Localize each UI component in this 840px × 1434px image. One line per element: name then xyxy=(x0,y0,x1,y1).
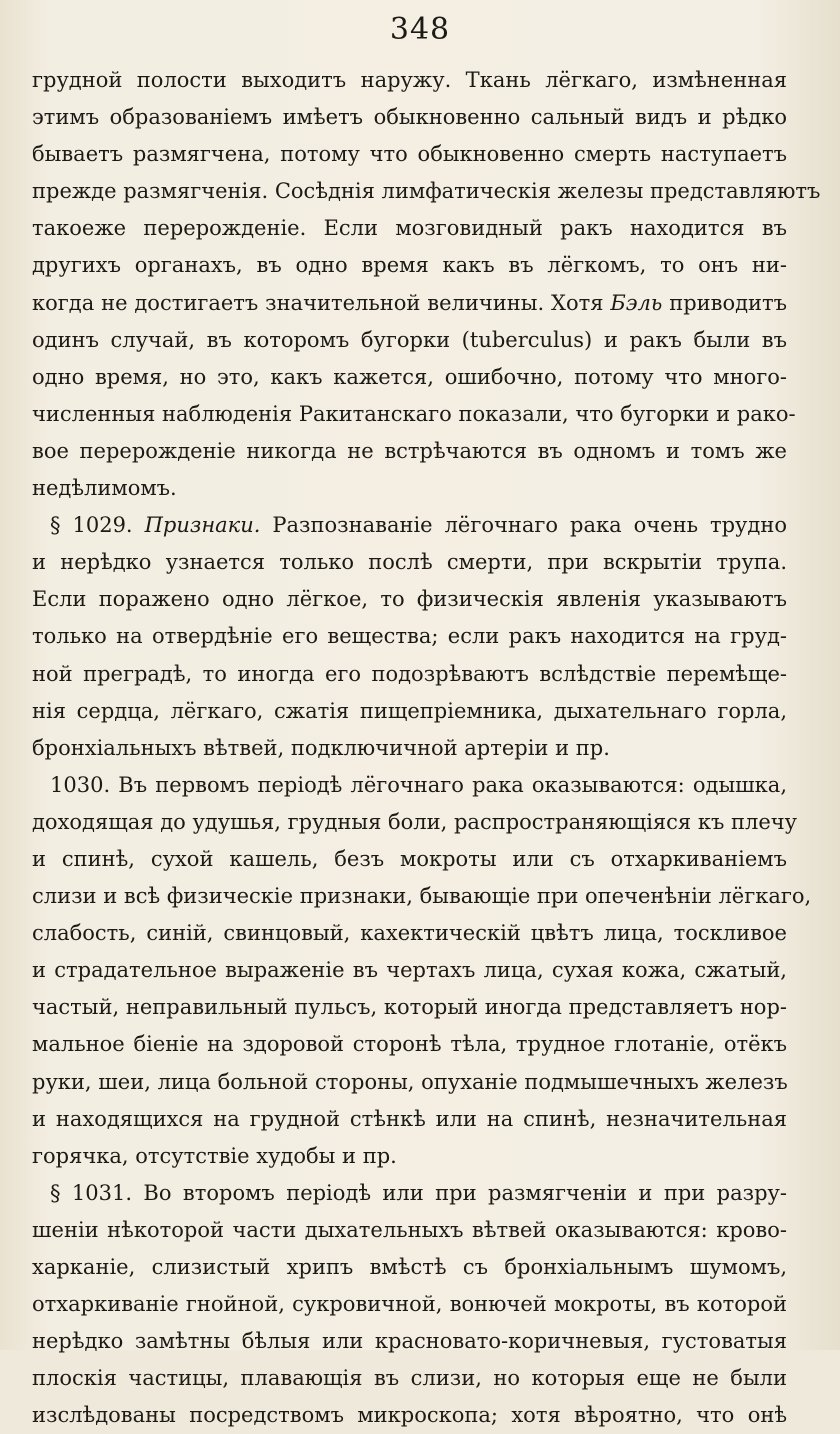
text-line: мальное бiенiе на здоровой сторонѣ тѣла, трудное глотанiе, отёкъ xyxy=(32,1032,787,1057)
section-1030-heading-line: 1030. Въ первомъ перiодѣ лёгочнаго рака оказываются: одышка, xyxy=(50,772,787,797)
text-line: плоскiя частицы, плавающiя въ слизи, но которыя еще не были xyxy=(32,1366,787,1391)
text-line: нерѣдко замѣтны бѣлыя или красновато-коричневыя, густоватыя xyxy=(32,1329,787,1354)
text-line: ной преградѣ, то иногда его подозрѣваютъ вслѣдствiе перемѣще- xyxy=(32,661,787,686)
text-line: другихъ органахъ, въ одно время какъ въ лёгкомъ, то онъ ни- xyxy=(32,253,787,278)
text-line: прежде размягченiя. Сосѣднiя лимфатическiя железы представляютъ xyxy=(32,179,821,204)
body-text xyxy=(32,62,821,1434)
text-line: такоеже перерожденiе. Если мозговидный ракъ находится въ xyxy=(32,216,787,241)
text-line: слабость, синiй, свинцовый, кахектическiй цвѣтъ лица, тоскливое xyxy=(32,921,787,946)
text-line: одинъ случай, въ которомъ бугорки (tuberculus) и ракъ были въ xyxy=(32,327,787,352)
text-line: когда не достигаетъ значительной величины. Хотя Бэль приводитъ xyxy=(32,290,787,315)
text-line: слизи и всѣ физическiе признаки, бывающiе при опеченѣнiи лёгкаго, xyxy=(32,884,812,909)
text-line: горячка, отсутствiе худобы и пр. xyxy=(32,1143,397,1168)
text-line: изслѣдованы посредствомъ микроскопа; хотя вѣроятно, что онѣ xyxy=(32,1403,787,1428)
text-line: частый, неправильный пульсъ, который иногда представляетъ нор- xyxy=(32,995,787,1020)
text-line: недѣлимомъ. xyxy=(32,476,177,501)
text-line: только на отвердѣнiе его вещества; если ракъ находится на груд- xyxy=(32,624,787,649)
text-line: руки, шеи, лица больной стороны, опуханiе подмышечныхъ железъ xyxy=(32,1069,788,1094)
text-line: бываетъ размягчена, потому что обыкновенно смерть наступаетъ xyxy=(32,142,787,167)
text-line: и нерѣдко узнается только послѣ смерти, при вскрытiи трупа. xyxy=(32,550,787,575)
page-number: 348 xyxy=(389,12,451,47)
text-line: и находящихся на грудной стѣнкѣ или на спинѣ, незначительная xyxy=(32,1106,787,1131)
text-line: шенiи нѣкоторой части дыхательныхъ вѣтвей оказываются: крово- xyxy=(32,1217,787,1242)
italic-term: Признаки. xyxy=(144,513,261,538)
text-line: этимъ образованiемъ имѣетъ обыкновенно сальный видъ и рѣдко xyxy=(32,105,787,130)
text-line: доходящая до удушья, грудныя боли, распространяющiяся къ плечу xyxy=(32,809,798,834)
text-line: бронхiальныхъ вѣтвей, подключичной артерiи и пр. xyxy=(32,735,610,760)
text-line: нiя сердца, лёгкаго, сжатiя пищепрiемника, дыхательнаго горла, xyxy=(32,698,787,723)
section-1031-heading-line: § 1031. Во второмъ перiодѣ или при размягченiи и при разру- xyxy=(50,1180,787,1205)
text-line: одно время, но это, какъ кажется, ошибочно, потому что много- xyxy=(32,364,787,389)
text-line: и спинѣ, сухой кашель, безъ мокроты или съ отхаркиванiемъ xyxy=(32,846,787,871)
text-line: отхаркиванiе гнойной, сукровичной, вонючей мокроты, въ которой xyxy=(32,1292,787,1317)
text-line: грудной полости выходитъ наружу. Ткань лёгкаго, измѣненная xyxy=(32,68,787,92)
text-line: вое перерожденiе никогда не встрѣчаются въ одномъ и томъ же xyxy=(32,438,787,463)
section-1029-heading-line: § 1029. Признаки. Разпознаванiе лёгочнаго рака очень трудно xyxy=(50,513,787,538)
text-line: численныя наблюденiя Ракитанскаго показали, что бугорки и рако- xyxy=(32,401,796,426)
text-line: харканiе, слизистый хрипъ вмѣстѣ съ бронхiальнымъ шумомъ, xyxy=(32,1255,787,1279)
text-line: Если поражено одно лёгкое, то физическiя явленiя указываютъ xyxy=(32,587,787,612)
italic-term: Бэль xyxy=(610,290,663,315)
text-line: и страдательное выраженiе въ чертахъ лица, сухая кожа, сжатый, xyxy=(32,958,787,983)
